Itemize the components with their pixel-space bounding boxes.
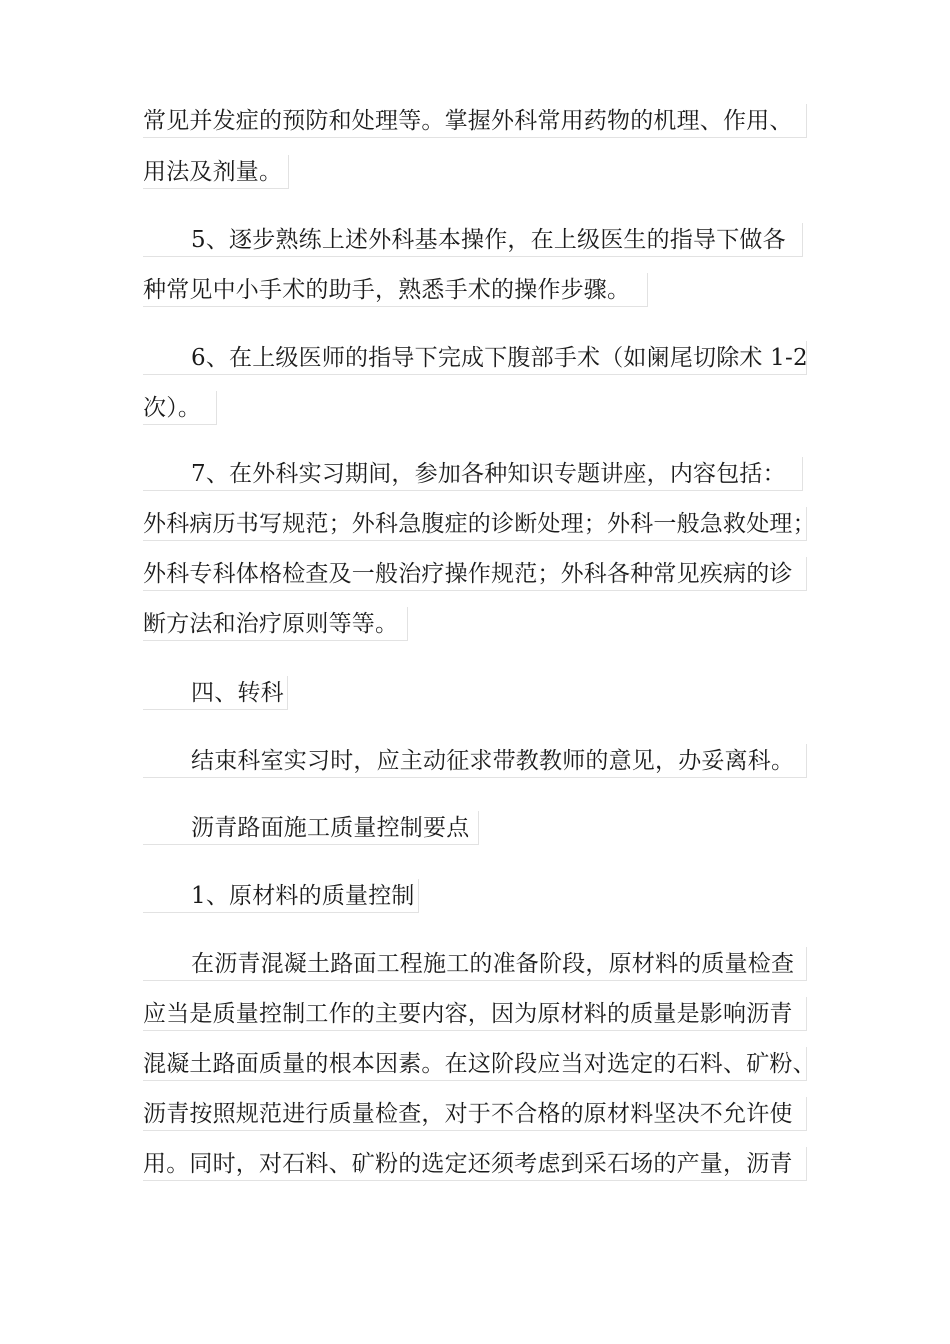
- text-line: 混凝土路面质量的根本因素。在这阶段应当对选定的石料、矿粉、: [143, 1047, 807, 1081]
- text-line: 断方法和治疗原则等等。: [143, 607, 408, 641]
- text-line: 外科病历书写规范；外科急腹症的诊断处理；外科一般急救处理；: [143, 507, 807, 541]
- text-line: 6、在上级医师的指导下完成下腹部手术（如阑尾切除术 1-2: [143, 341, 807, 375]
- text-line: 外科专科体格检查及一般治疗操作规范；外科各种常见疾病的诊: [143, 557, 807, 591]
- text-line: 7、在外科实习期间，参加各种知识专题讲座，内容包括：: [143, 457, 803, 491]
- text-line: 沥青按照规范进行质量检查，对于不合格的原材料坚决不允许使: [143, 1097, 807, 1131]
- text-line: 应当是质量控制工作的主要内容，因为原材料的质量是影响沥青: [143, 997, 807, 1031]
- text-line: 次）。: [143, 391, 217, 425]
- section-heading: 四、转科: [143, 676, 288, 710]
- text-line: 种常见中小手术的助手，熟悉手术的操作步骤。: [143, 273, 648, 307]
- section-heading: 1、原材料的质量控制: [143, 879, 419, 913]
- text-line: 在沥青混凝土路面工程施工的准备阶段，原材料的质量检查: [143, 947, 807, 981]
- document-title: 沥青路面施工质量控制要点: [143, 811, 479, 845]
- text-line: 常见并发症的预防和处理等。掌握外科常用药物的机理、作用、: [143, 104, 807, 138]
- text-line: 用法及剂量。: [143, 155, 289, 189]
- text-line: 5、逐步熟练上述外科基本操作，在上级医生的指导下做各: [143, 223, 803, 257]
- text-line: 用。同时，对石料、矿粉的选定还须考虑到采石场的产量，沥青: [143, 1147, 807, 1181]
- text-line: 结束科室实习时，应主动征求带教教师的意见，办妥离科。: [143, 744, 807, 778]
